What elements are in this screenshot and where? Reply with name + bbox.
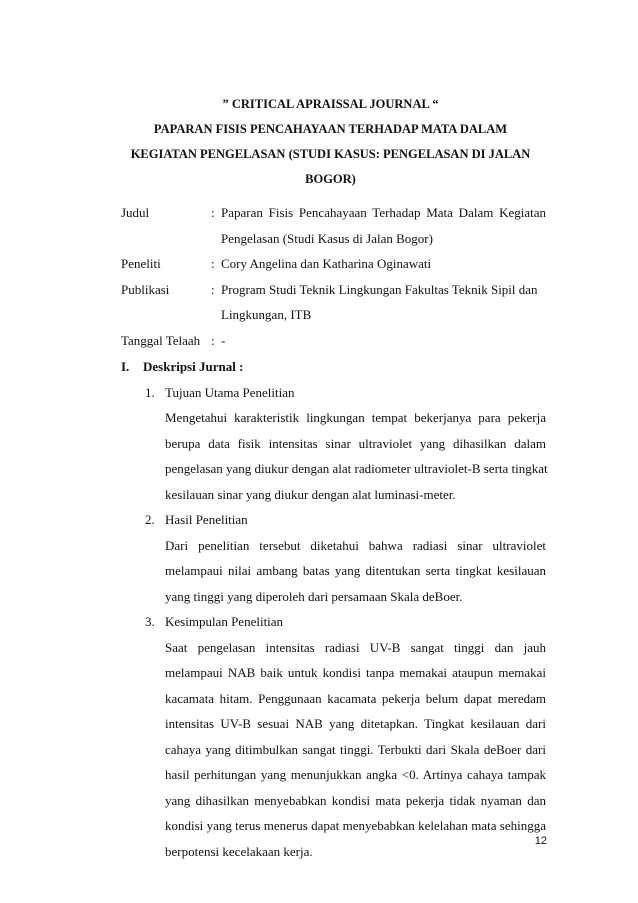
judul-label: Judul <box>121 205 150 220</box>
document-title <box>118 92 543 192</box>
meta-colon: : <box>211 332 215 348</box>
paragraph-line: melampaui NAB baik untuk kondisi tanpa memakai ataupun memakai <box>165 665 546 680</box>
paragraph-line: intensitas UV-B sesuai NAB yang ditetapkan. Tingkat kesilauan dari <box>165 716 546 731</box>
journal-metadata <box>121 200 546 353</box>
paragraph-line: kesilauan sinar yang diukur dengan alat luminasi-meter. <box>165 486 456 502</box>
judul-line-1: Paparan Fisis Pencahayaan Terhadap Mata Dalam Kegiatan <box>221 205 546 220</box>
meta-colon: : <box>211 256 215 271</box>
paragraph-line: kacamata hitam. Penggunaan kacamata pekerja belum dapat meredam <box>165 690 546 706</box>
item-title: Tujuan Utama Penelitian <box>165 384 295 400</box>
tanggal-label: Tanggal Telaah <box>121 332 201 348</box>
publikasi-value <box>221 277 546 328</box>
section-number: I. <box>121 359 130 374</box>
meta-row-publikasi <box>121 277 546 328</box>
section-heading <box>121 354 546 380</box>
item-heading <box>145 380 546 406</box>
title-line-3: KEGIATAN PENGELASAN (STUDI KASUS: PENGELASAN DI JALAN <box>130 147 531 161</box>
meta-row-judul <box>121 200 546 251</box>
title-line-4: BOGOR) <box>305 172 356 186</box>
section-deskripsi-jurnal <box>121 354 546 864</box>
meta-colon: : <box>211 281 215 297</box>
paragraph-line: pengelasan yang diukur dengan alat radiometer ultraviolet-B serta tingkat <box>165 461 548 476</box>
meta-row-peneliti <box>121 251 546 277</box>
title-line-1: ” CRITICAL APRAISSAL JOURNAL “ <box>222 97 439 111</box>
page-number: 12 <box>534 835 547 847</box>
list-item-tujuan <box>145 380 546 508</box>
paragraph-line: yang tinggi yang diperoleh dari persamaan Skala deBoer. <box>165 588 463 604</box>
paragraph-line: yang dihasilkan menyebabkan kondisi mata pekerja tidak nyaman dan <box>165 792 546 808</box>
title-line-2: PAPARAN FISIS PENCAHAYAAN TERHADAP MATA DALAM <box>153 122 508 136</box>
tanggal-value: - <box>221 332 226 348</box>
peneliti-value: Cory Angelina dan Katharina Oginawati <box>221 256 432 271</box>
list-item-hasil <box>145 507 546 609</box>
item-paragraph <box>165 533 546 610</box>
item-paragraph <box>165 405 546 507</box>
section-heading-text: Deskripsi Jurnal : <box>143 359 244 374</box>
publikasi-line-2: Lingkungan, ITB <box>221 307 312 322</box>
peneliti-label: Peneliti <box>121 256 161 271</box>
paragraph-line: melampaui nilai ambang batas yang ditentukan serta tingkat kesilauan <box>165 563 546 578</box>
paragraph-line: Dari penelitian tersebut diketahui bahwa radiasi sinar ultraviolet <box>165 537 546 553</box>
paragraph-line: cahaya yang ditimbulkan sangat tinggi. Terbukti dari Skala deBoer dari <box>165 741 546 757</box>
judul-value <box>221 200 546 251</box>
paragraph-line: hasil perhitungan yang menunjukkan angka <0. Artinya cahaya tampak <box>165 767 546 782</box>
meta-row-tanggal <box>121 328 546 354</box>
paragraph-line: Saat pengelasan intensitas radiasi UV-B sangat tinggi dan jauh <box>165 639 546 655</box>
item-title: Hasil Penelitian <box>165 512 248 527</box>
publikasi-label: Publikasi <box>121 281 170 297</box>
meta-colon: : <box>211 205 215 220</box>
item-title: Kesimpulan Penelitian <box>165 614 284 629</box>
item-heading <box>145 609 546 635</box>
publikasi-line-1: Program Studi Teknik Lingkungan Fakultas Teknik Sipil dan <box>221 281 538 297</box>
paragraph-line: kondisi yang terus menerus dapat menyebabkan kelelahan mata sehingga <box>165 818 546 833</box>
judul-line-2: Pengelasan (Studi Kasus di Jalan Bogor) <box>221 230 433 246</box>
paragraph-line: berpotensi kecelakaan kerja. <box>165 843 313 859</box>
item-number: 3. <box>145 614 155 629</box>
list-item-kesimpulan <box>145 609 546 864</box>
paragraph-line: berupa data fisik intensitas sinar ultraviolet yang dihasilkan dalam <box>165 435 546 451</box>
item-heading <box>145 507 546 533</box>
item-paragraph <box>165 635 546 865</box>
item-number: 2. <box>145 512 155 527</box>
item-number: 1. <box>145 384 155 400</box>
paragraph-line: Mengetahui karakteristik lingkungan tempat bekerjanya para pekerja <box>165 410 546 425</box>
